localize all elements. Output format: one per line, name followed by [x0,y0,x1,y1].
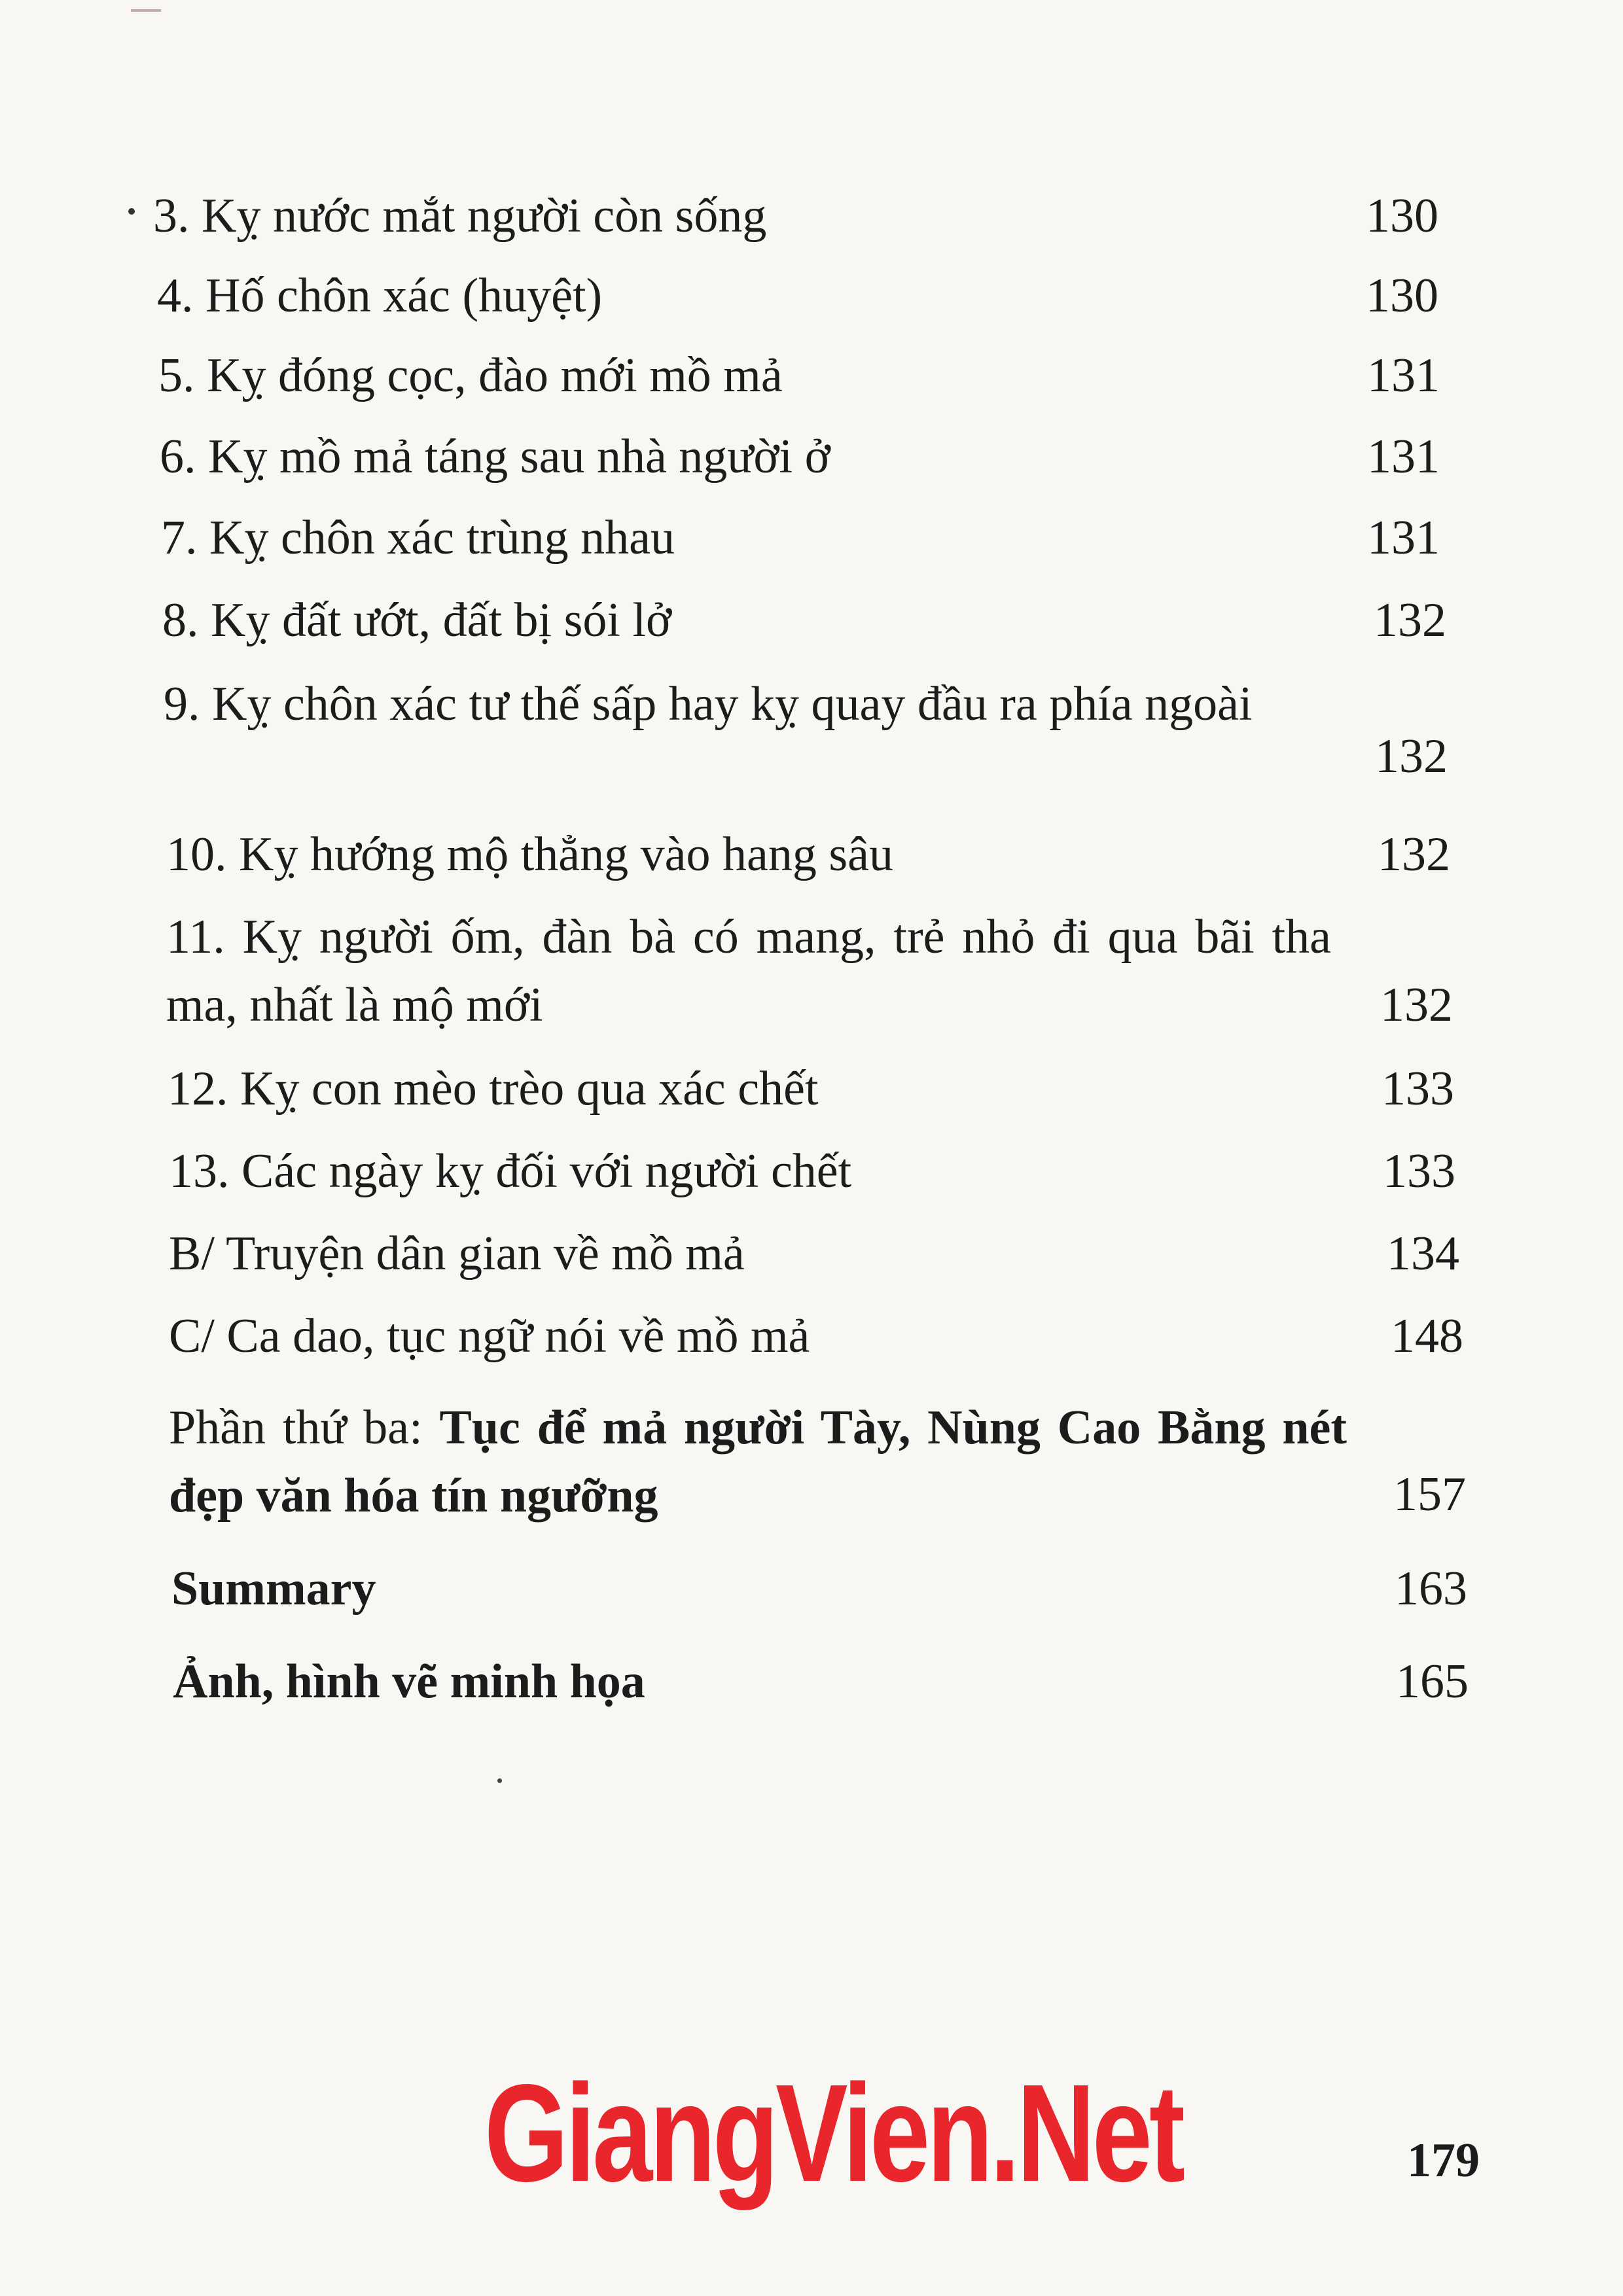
toc-entry-page: 132 [1378,828,1450,881]
toc-entry-page: 132 [1380,978,1453,1032]
toc-entry-text: C/ Ca dao, tục ngữ nói về mồ mả [169,1309,810,1363]
toc-entry-text: 3. Kỵ nước mắt người còn sống [153,189,767,243]
toc-entry-text: 6. Kỵ mồ mả táng sau nhà người ở [160,430,830,484]
toc-entry-page: 133 [1382,1062,1454,1116]
toc-entry-page: 163 [1395,1562,1467,1616]
toc-entry-page: 165 [1396,1655,1469,1708]
page-number: 179 [1407,2134,1480,2187]
toc-entry-text: Summary [171,1562,376,1616]
toc-entry-text: 12. Kỵ con mèo trèo qua xác chết [168,1062,819,1116]
toc-entry-page: 131 [1367,430,1440,484]
toc-entry-text: 4. Hố chôn xác (huyệt) [157,269,603,323]
toc-entry-text: 13. Các ngày kỵ đối với người chết [169,1144,852,1198]
toc-entry-page: 130 [1366,189,1438,243]
stray-dot [128,208,135,215]
toc-entry-prefix: Phần thứ ba: [169,1401,440,1455]
toc-entry-text: 8. Kỵ đất ướt, đất bị sói lở [162,593,672,647]
toc-entry-page: 148 [1391,1309,1463,1363]
watermark-logo: GiangVien.Net [484,2055,1183,2210]
toc-entry-text: 5. Kỵ đóng cọc, đào mới mồ mả [158,349,783,402]
toc-entry-text: 11. Kỵ người ốm, đàn bà có mang, trẻ nhỏ đi qua bãi tha ma, nhất là mộ mới [166,910,1331,1032]
toc-entry-text: Ảnh, hình vẽ minh họa [173,1655,645,1708]
toc-entry-text: 10. Kỵ hướng mộ thẳng vào hang sâu [166,828,893,881]
toc-entry-page: 130 [1366,269,1438,323]
toc-entry-page: 131 [1367,349,1440,402]
toc-entry-text: 9. Kỵ chôn xác tư thế sấp hay kỵ quay đầu ra phía ngoài [164,677,1253,731]
toc-entry-text: B/ Truyện dân gian về mồ mả [169,1227,745,1280]
toc-entry-page: 133 [1383,1144,1455,1198]
toc-entry-bold-text: Tục để mả người Tày, Nùng Cao Bằng nét đẹp văn hóa tín ngưỡng [169,1401,1347,1523]
toc-entry-text [169,1394,1347,1530]
toc-entry-page: 132 [1375,730,1448,783]
scan-mark [131,9,161,12]
toc-entry-text: 7. Kỵ chôn xác trùng nhau [161,511,675,565]
stray-dot [497,1778,502,1783]
toc-entry-page: 131 [1367,511,1440,565]
toc-entry-page: 134 [1387,1227,1459,1280]
toc-entry-page: 157 [1393,1468,1466,1521]
toc-entry-page: 132 [1374,593,1446,647]
